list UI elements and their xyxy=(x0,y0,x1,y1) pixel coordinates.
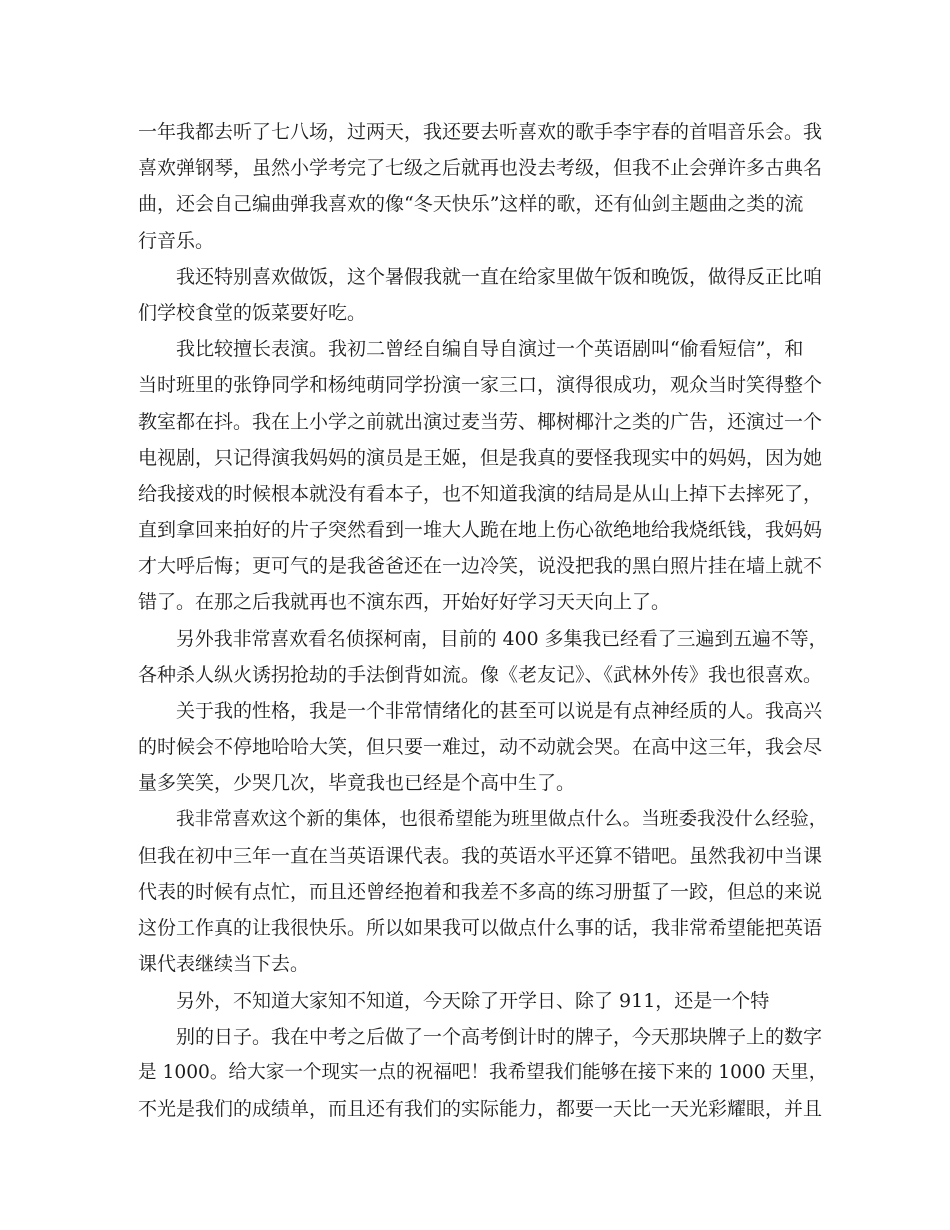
text-line: 直到拿回来拍好的片子突然看到一堆大人跪在地上伤心欲绝地给我烧纸钱，我妈妈 xyxy=(138,519,823,542)
text-line: 另外，不知道大家知不知道，今天除了开学日、除了 911，还是一个特 xyxy=(176,989,770,1012)
text-line: 各种杀人纵火诱拐抢劫的手法倒背如流。像《老友记》、《武林外传》我也很喜欢。 xyxy=(138,663,823,686)
text-line: 喜欢弹钢琴，虽然小学考完了七级之后就再也没去考级，但我不止会弹许多古典名 xyxy=(138,157,823,180)
text-line: 关于我的性格，我是一个非常情绪化的甚至可以说是有点神经质的人。我高兴 xyxy=(176,700,823,722)
text-line: 教室都在抖。我在上小学之前就出演过麦当劳、椰树椰汁之类的广告，还演过一个 xyxy=(138,410,823,433)
text-line: 我还特别喜欢做饭，这个暑假我就一直在给家里做午饭和晚饭，做得反正比咱 xyxy=(176,265,823,288)
text-line: 曲，还会自己编曲弹我喜欢的像“冬天快乐”这样的歌，还有仙剑主题曲之类的流 xyxy=(138,193,804,216)
text-line: 量多笑笑，少哭几次，毕竟我也已经是个高中生了。 xyxy=(138,772,576,795)
text-line: 我比较擅长表演。我初二曾经自编自导自演过一个英语剧叫“偷看短信”，和 xyxy=(176,338,804,361)
text-line: 的时候会不停地哈哈大笑，但只要一难过，动不动就会哭。在高中这三年，我会尽 xyxy=(138,736,823,759)
document-body-text xyxy=(138,114,828,1127)
text-line: 课代表继续当下去。 xyxy=(138,953,310,976)
text-line: 电视剧，只记得演我妈妈的演员是王姬，但是我真的要怪我现实中的妈妈，因为她 xyxy=(138,446,823,469)
text-line: 但我在初中三年一直在当英语课代表。我的英语水平还算不错吧。虽然我初中当课 xyxy=(138,844,823,867)
text-line: 当时班里的张铮同学和杨纯萌同学扮演一家三口，演得很成功，观众当时笑得整个 xyxy=(138,374,823,397)
text-line: 代表的时候有点忙，而且还曾经抱着和我差不多高的练习册蜇了一跤，但总的来说 xyxy=(138,880,823,903)
text-line: 错了。在那之后我就再也不演东西，开始好好学习天天向上了。 xyxy=(138,591,671,614)
text-line: 们学校食堂的饭菜要好吃。 xyxy=(138,301,367,324)
text-line: 一年我都去听了七八场，过两天，我还要去听喜欢的歌手李宇春的首唱音乐会。我 xyxy=(138,121,823,143)
text-line: 行音乐。 xyxy=(138,229,215,252)
text-line: 是 1000。给大家一个现实一点的祝福吧！我希望我们能够在接下来的 1000 天里， xyxy=(138,1061,828,1083)
text-line: 这份工作真的让我很快乐。所以如果我可以做点什么事的话，我非常希望能把英语 xyxy=(138,917,823,940)
text-line: 不光是我们的成绩单，而且还有我们的实际能力，都要一天比一天光彩耀眼，并且 xyxy=(138,1098,823,1121)
text-line: 另外我非常喜欢看名侦探柯南，目前的 400 多集我已经看了三遍到五遍不等， xyxy=(176,627,828,650)
text-line: 别的日子。我在中考之后做了一个高考倒计时的牌子，今天那块牌子上的数字 xyxy=(176,1025,823,1048)
text-line: 才大呼后悔；更可气的是我爸爸还在一边冷笑，说没把我的黑白照片挂在墙上就不 xyxy=(138,555,823,578)
text-line: 给我接戏的时候根本就没有看本子，也不知道我演的结局是从山上掉下去摔死了， xyxy=(138,482,823,505)
text-line: 我非常喜欢这个新的集体，也很希望能为班里做点什么。当班委我没什么经验， xyxy=(176,808,828,830)
